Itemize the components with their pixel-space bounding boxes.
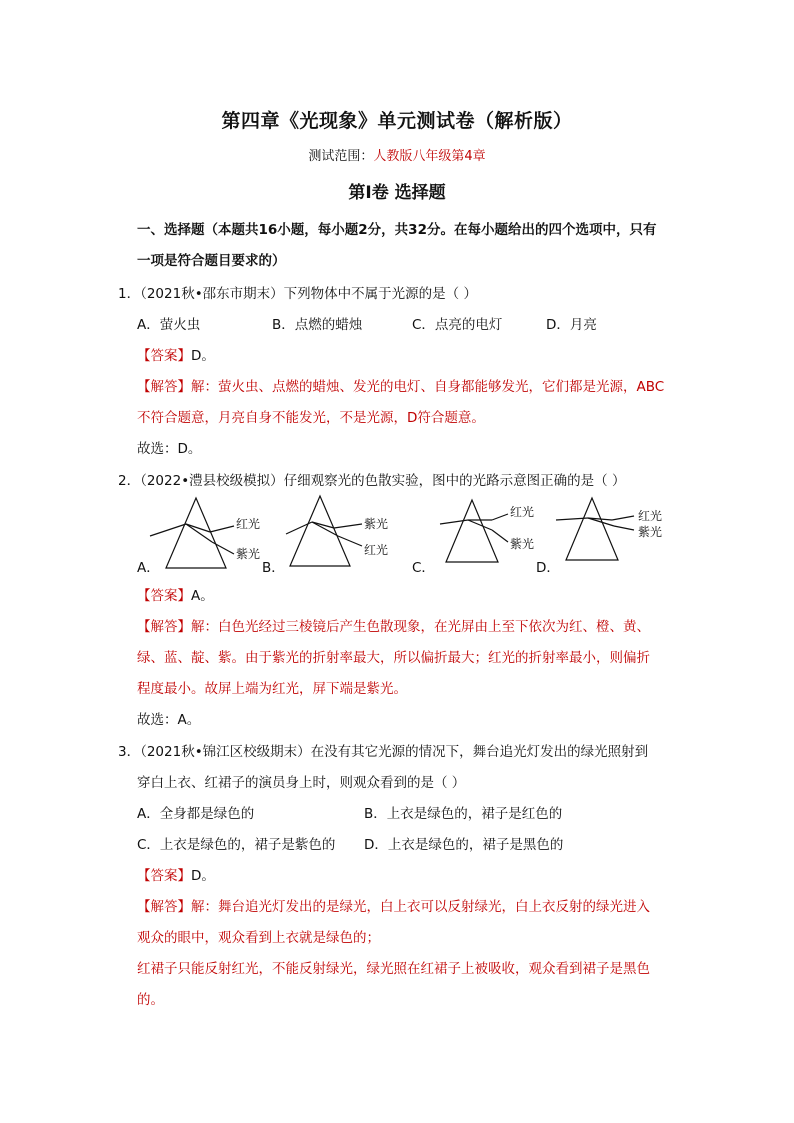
- q3-option-c: C．上衣是绿色的，裙子是紫色的: [137, 837, 336, 853]
- q3-option-b: B．上衣是绿色的，裙子是红色的: [364, 806, 563, 822]
- analysis-text: 解：白色光经过三棱镜后产生色散现象，在光屏由上至下依次为红、橙、黄、: [191, 619, 650, 635]
- question-3-stem-line-2: 穿白上衣、红裙子的演员身上时，则观众看到的是（ ）: [137, 775, 466, 791]
- answer-value: A。: [191, 588, 214, 604]
- q1-conclusion: 故选：D。: [137, 441, 202, 457]
- scope-label: 测试范围：: [308, 149, 374, 164]
- prism-diagrams: [0, 490, 794, 580]
- q2-analysis-line-3: 程度最小。故屏上端为红光，屏下端是紫光。: [137, 681, 407, 697]
- c-top-label: 红光: [510, 505, 535, 519]
- b-bottom-label: 红光: [364, 543, 389, 557]
- d-bottom-label: 紫光: [638, 525, 663, 539]
- q2-option-d: D．: [536, 560, 560, 576]
- analysis-text: 解：舞台追光灯发出的是绿光，白上衣可以反射绿光，白上衣反射的绿光进入: [191, 899, 650, 915]
- q3-option-a: A．全身都是绿色的: [137, 806, 255, 822]
- page-title: 第四章《光现象》单元测试卷（解析版）: [221, 110, 573, 132]
- analysis-text: 解：萤火虫、点燃的蜡烛、发光的电灯、自身都能够发光，它们都是光源，ABC: [191, 379, 665, 395]
- d-top-label: 红光: [638, 509, 663, 523]
- q1-answer: [137, 344, 215, 364]
- prism-a-diagram: [150, 498, 234, 568]
- section-title: 第Ⅰ卷 选择题: [348, 183, 446, 203]
- prism-b-diagram: [286, 496, 362, 566]
- q3-option-d: D．上衣是绿色的，裙子是黑色的: [364, 837, 564, 853]
- answer-tag: 【答案】: [137, 588, 191, 604]
- q3-analysis-line-1: [137, 895, 650, 915]
- q1-analysis-line-2: 不符合题意，月亮自身不能发光，不是光源，D符合题意。: [137, 410, 485, 426]
- q1-option-d: D．月亮: [546, 317, 597, 333]
- question-2-stem: 2．（2022•澧县校级模拟）仔细观察光的色散实验，图中的光路示意图正确的是（ ）: [118, 473, 626, 489]
- question-3-stem-line-1: 3．（2021秋•锦江区校级期末）在没有其它光源的情况下，舞台追光灯发出的绿光照射到: [118, 744, 649, 760]
- test-scope: [0, 145, 794, 164]
- q3-answer: [137, 864, 215, 884]
- prism-d-diagram: [556, 498, 634, 560]
- instructions-line-1: 一、选择题（本题共16小题，每小题2分，共32分。在每小题给出的四个选项中，只有: [137, 222, 657, 238]
- analysis-tag: 【解答】: [137, 899, 191, 915]
- c-bottom-label: 紫光: [510, 537, 535, 551]
- q2-option-c: C．: [412, 560, 435, 576]
- q1-option-a: A．萤火虫: [137, 317, 201, 333]
- q2-option-a: A．: [137, 560, 160, 576]
- q3-analysis-line-2: 观众的眼中，观众看到上衣就是绿色的；: [137, 930, 380, 946]
- q1-analysis-line-1: [137, 375, 664, 395]
- q2-answer: [137, 584, 214, 604]
- b-top-label: 紫光: [364, 517, 389, 531]
- prism-c-diagram: [440, 500, 508, 562]
- instructions-line-2: 一项是符合题目要求的）: [137, 253, 286, 269]
- question-1-stem: 1．（2021秋•邵东市期末）下列物体中不属于光源的是（ ）: [118, 286, 477, 302]
- q3-analysis-line-3: 红裙子只能反射红光，不能反射绿光，绿光照在红裙子上被吸收，观众看到裙子是黑色: [137, 961, 650, 977]
- q2-conclusion: 故选：A。: [137, 712, 201, 728]
- scope-value: 人教版八年级第4章: [373, 149, 486, 164]
- analysis-tag: 【解答】: [137, 619, 191, 635]
- q2-option-b: B．: [262, 560, 285, 576]
- q1-option-b: B．点燃的蜡烛: [272, 317, 363, 333]
- q1-option-c: C．点亮的电灯: [412, 317, 503, 333]
- q2-analysis-line-1: [137, 615, 650, 635]
- answer-value: D。: [191, 868, 215, 884]
- answer-tag: 【答案】: [137, 348, 191, 364]
- answer-value: D。: [191, 348, 215, 364]
- a-top-label: 红光: [236, 517, 261, 531]
- q3-analysis-line-4: 的。: [137, 992, 164, 1008]
- analysis-tag: 【解答】: [137, 379, 191, 395]
- answer-tag: 【答案】: [137, 868, 191, 884]
- q2-analysis-line-2: 绿、蓝、靛、紫。由于紫光的折射率最大，所以偏折最大；红光的折射率最小，则偏折: [137, 650, 650, 666]
- a-bottom-label: 紫光: [236, 547, 261, 561]
